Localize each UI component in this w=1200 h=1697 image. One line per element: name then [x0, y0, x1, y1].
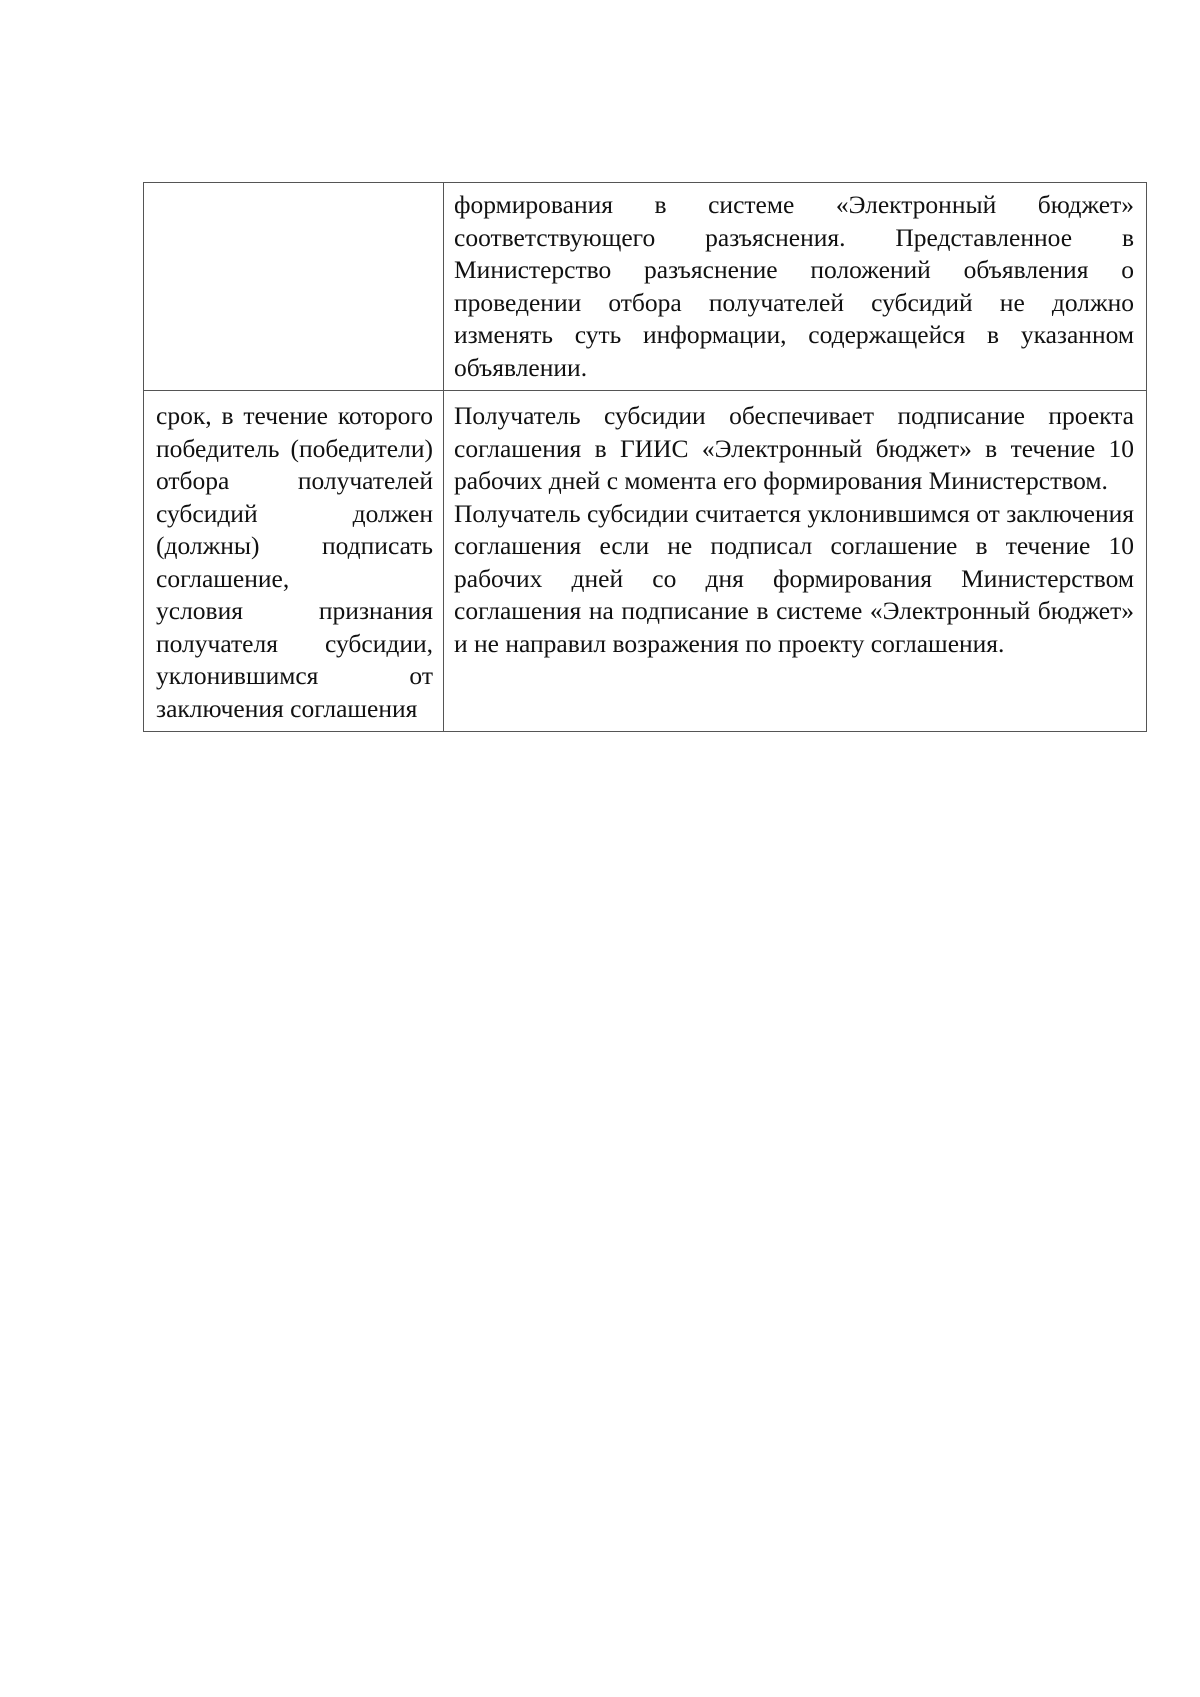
table-row-continuation [144, 183, 1147, 391]
table-row-agreement-terms [144, 391, 1147, 732]
table-cell-left [144, 391, 444, 732]
evasion-conditions-label: условия признания получателя субсидии, уклонившимся от заключения соглашения [156, 596, 433, 723]
signing-obligation-paragraph: Получатель субсидии обеспечивает подписание проекта соглашения в ГИИС «Электронный бюджет» в течение 10 рабочих дней с момента его формирования Министерством. [454, 401, 1134, 495]
table-cell-right [444, 391, 1147, 732]
signing-deadline-label: срок, в течение которого победитель (победители) отбора получателей субсидий должен (должны) подписать соглашение, [156, 401, 433, 593]
clarification-paragraph: формирования в системе «Электронный бюджет» соответствующего разъяснения. Представленное в Министерство разъяснение положений объявления о проведении отбора получателей субсидий не должно изменять суть информации, содержащейся в указанном объявлении. [454, 190, 1134, 382]
document-table [143, 182, 1147, 732]
table-cell-left-empty [144, 183, 444, 391]
table-cell-right [444, 183, 1147, 391]
evasion-definition-paragraph: Получатель субсидии считается уклонившимся от заключения соглашения если не подписал соглашение в течение 10 рабочих дней со дня формирования Министерством соглашения на подписание в системе «Электронный бюджет» и не направил возражения по проекту соглашения. [454, 498, 1134, 658]
